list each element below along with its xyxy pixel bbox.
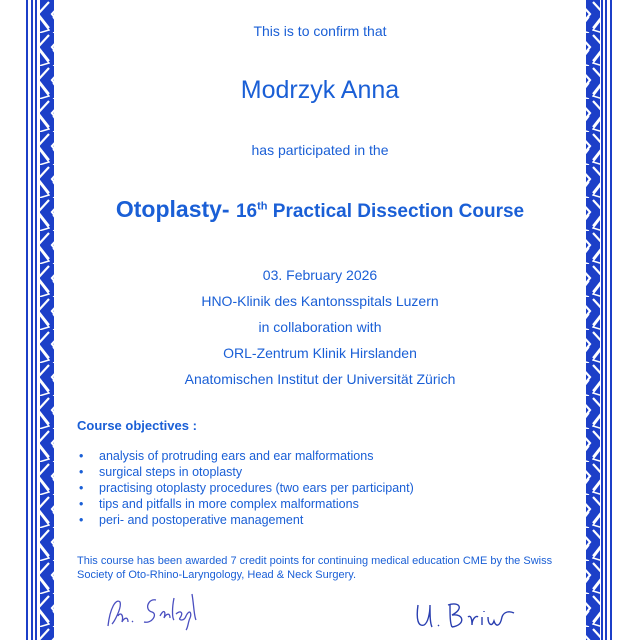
cme-statement: This course has been awarded 7 credit points for continuing medical education CME by the Swiss Society of Oto-Rhino-Laryngology, Head & Neck Surgery.: [77, 555, 553, 581]
objective-item: • analysis of protruding ears and ear malformations: [77, 448, 414, 464]
participated-text: has participated in the: [251, 142, 389, 158]
course-name: Otoplasty-: [115, 196, 230, 222]
objective-item: • peri- and postoperative management: [77, 512, 414, 528]
objective-item: • tips and pitfalls in more complex malformations: [77, 496, 414, 512]
objective-item: • surgical steps in otoplasty: [77, 464, 414, 480]
objectives-list: [77, 448, 414, 528]
objective-item: • practising otoplasty procedures (two ears per participant): [77, 480, 414, 496]
participant-name: Modrzyk Anna: [240, 76, 400, 104]
objectives-heading: Course objectives :: [77, 418, 197, 433]
confirm-text: This is to confirm that: [253, 23, 387, 39]
partner-2: Anatomischen Institut der Universität Zürich: [184, 371, 456, 387]
signature-brier: [410, 595, 520, 635]
course-title: [0, 196, 640, 223]
course-subtitle: Practical Dissection Course: [272, 201, 525, 222]
course-date: 03. February 2026: [262, 267, 378, 283]
signature-schlegel: [100, 588, 220, 633]
collaboration-text: in collaboration with: [258, 319, 382, 335]
host-institution: HNO-Klinik des Kantonsspitals Luzern: [201, 293, 439, 309]
course-number-suffix: th: [257, 200, 268, 213]
partner-1: ORL-Zentrum Klinik Hirslanden: [223, 345, 417, 361]
course-number: 16: [235, 201, 258, 222]
